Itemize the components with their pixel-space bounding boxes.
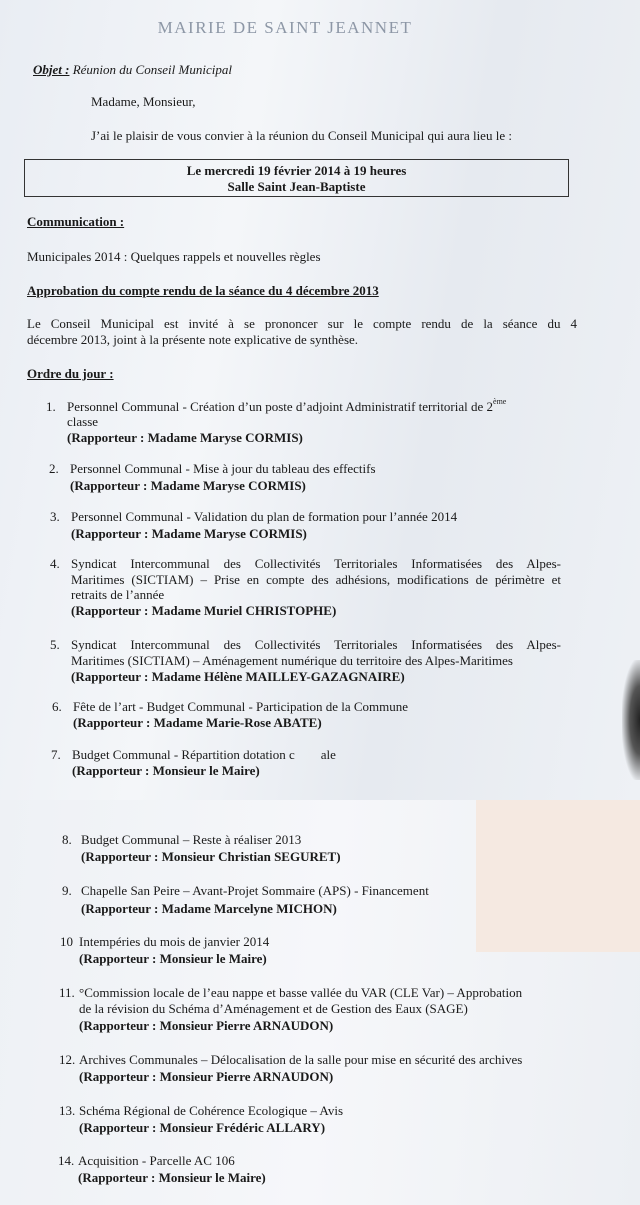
agenda-item-title: Personnel Communal - Mise à jour du tableau des effectifs	[70, 461, 376, 476]
agenda-item-title-cont: de la révision du Schéma d’Aménagement et de Gestion des Eaux (SAGE)	[79, 1001, 468, 1016]
agenda-heading: Ordre du jour :	[27, 366, 114, 381]
agenda-item-number: 14.	[58, 1153, 75, 1168]
agenda-item-rapporteur: (Rapporteur : Monsieur Frédéric ALLARY)	[79, 1120, 326, 1135]
agenda-item-number: 11.	[59, 985, 75, 1000]
agenda-item-rapporteur: (Rapporteur : Monsieur le Maire)	[78, 1170, 266, 1185]
agenda-item-title: Syndicat Intercommunal des Collectivités Territoriales Informatisées des Alpes-	[71, 556, 561, 571]
approval-text-line-1: Le Conseil Municipal est invité à se prononcer sur le compte rendu de la séance du 4	[27, 316, 577, 331]
agenda-item-title: Acquisition - Parcelle AC 106	[78, 1153, 235, 1168]
subject-text: Réunion du Conseil Municipal	[69, 62, 232, 77]
page-edge-shadow	[622, 660, 640, 780]
redacted-area	[476, 800, 640, 952]
agenda-item-title: Syndicat Intercommunal des Collectivités Territoriales Informatisées des Alpes-	[71, 637, 561, 652]
agenda-item-rapporteur: (Rapporteur : Monsieur Pierre ARNAUDON)	[79, 1069, 334, 1084]
invitation-text: J’ai le plaisir de vous convier à la réunion du Conseil Municipal qui aura lieu le :	[91, 128, 512, 143]
agenda-item-title: Archives Communales – Délocalisation de la salle pour mise en sécurité des archives	[79, 1052, 523, 1067]
agenda-item-rapporteur: (Rapporteur : Madame Maryse CORMIS)	[71, 526, 307, 541]
agenda-item-rapporteur: (Rapporteur : Madame Maryse CORMIS)	[67, 430, 303, 445]
agenda-item-title-cont: Maritimes (SICTIAM) – Prise en compte des adhésions, modifications de périmètre et	[71, 572, 561, 587]
agenda-item-number: 12.	[59, 1052, 76, 1067]
subject-line	[33, 62, 232, 78]
agenda-item-title-cont: retraits de l’année	[71, 587, 165, 602]
agenda-item-number: 7.	[51, 747, 61, 762]
agenda-item-rapporteur: (Rapporteur : Monsieur le Maire)	[72, 763, 260, 778]
approval-text-line-2: décembre 2013, joint à la présente note explicative de synthèse.	[27, 332, 359, 347]
subject-label: Objet :	[33, 62, 70, 77]
agenda-item-rapporteur: (Rapporteur : Madame Hélène MAILLEY-GAZAGNAIRE)	[71, 669, 405, 684]
agenda-item-rapporteur: (Rapporteur : Madame Marie-Rose ABATE)	[73, 715, 322, 730]
agenda-item-title: Chapelle San Peire – Avant-Projet Sommaire (APS) - Financement	[81, 883, 429, 898]
meeting-place: Salle Saint Jean-Baptiste	[227, 179, 366, 194]
agenda-item-title: Intempéries du mois de janvier 2014	[79, 934, 270, 949]
agenda-item-number: 1.	[46, 399, 56, 414]
agenda-item-number: 6.	[52, 699, 62, 714]
agenda-item-title-cont: classe	[67, 414, 99, 429]
agenda-item-title: Fête de l’art - Budget Communal - Participation de la Commune	[73, 699, 409, 714]
agenda-item-title-text: Personnel Communal - Création d’un poste d’adjoint Administratif territorial de 2	[67, 399, 494, 414]
agenda-item-title: Budget Communal - Répartition dotation c ale	[72, 747, 336, 762]
agenda-item-rapporteur: (Rapporteur : Monsieur Christian SEGURET)	[81, 849, 341, 864]
communication-heading: Communication :	[27, 214, 125, 229]
agenda-item-title: Budget Communal – Reste à réaliser 2013	[81, 832, 302, 847]
agenda-item-number: 13.	[59, 1103, 76, 1118]
agenda-item-title-cont: Maritimes (SICTIAM) – Aménagement numérique du territoire des Alpes-Maritimes	[71, 653, 513, 668]
document-title: MAIRIE DE SAINT JEANNET	[157, 18, 413, 37]
agenda-item-rapporteur: (Rapporteur : Madame Marcelyne MICHON)	[81, 901, 337, 916]
agenda-item-number: 3.	[50, 509, 60, 524]
agenda-item-number: 9.	[62, 883, 72, 898]
agenda-item-title: Schéma Régional de Cohérence Ecologique – Avis	[79, 1103, 344, 1118]
salutation: Madame, Monsieur,	[91, 94, 196, 109]
communication-text: Municipales 2014 : Quelques rappels et nouvelles règles	[27, 249, 321, 264]
superscript: ème	[493, 397, 507, 406]
agenda-item-rapporteur: (Rapporteur : Monsieur le Maire)	[79, 951, 267, 966]
agenda-item-number: 8.	[62, 832, 72, 847]
approval-heading: Approbation du compte rendu de la séance du 4 décembre 2013	[27, 283, 379, 298]
agenda-item-number: 2.	[49, 461, 59, 476]
agenda-item-rapporteur: (Rapporteur : Madame Maryse CORMIS)	[70, 478, 306, 493]
agenda-item-title: °Commission locale de l’eau nappe et basse vallée du VAR (CLE Var) – Approbation	[79, 985, 523, 1000]
agenda-item-number: 5.	[50, 637, 60, 652]
agenda-item-title: Personnel Communal - Validation du plan de formation pour l’année 2014	[71, 509, 458, 524]
agenda-item-number: 4.	[50, 556, 60, 571]
agenda-item-title	[67, 399, 506, 415]
agenda-item-rapporteur: (Rapporteur : Madame Muriel CHRISTOPHE)	[71, 603, 337, 618]
agenda-item-number: 10	[60, 934, 73, 949]
meeting-date: Le mercredi 19 février 2014 à 19 heures	[186, 163, 407, 178]
agenda-item-rapporteur: (Rapporteur : Monsieur Pierre ARNAUDON)	[79, 1018, 334, 1033]
meeting-info-box	[24, 159, 569, 197]
